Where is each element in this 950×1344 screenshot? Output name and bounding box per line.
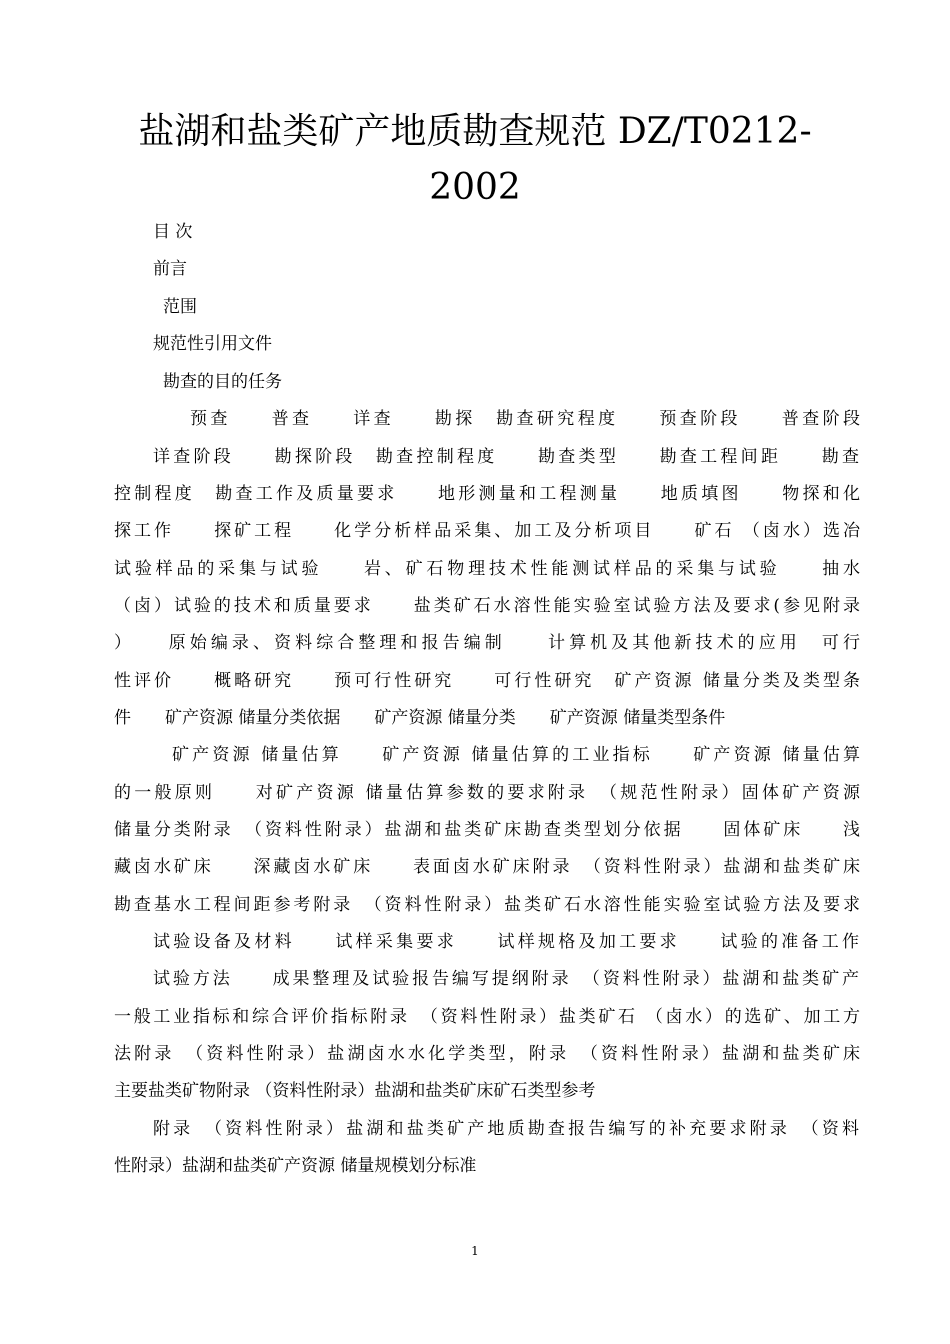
toc-line: 藏卤水矿床 深藏卤水矿床 表面卤水矿床附录 （资料性附录）盐湖和盐类矿床 [114, 857, 860, 877]
toc-heading: 目 次 [153, 222, 193, 242]
toc-line: 预查 普查 详查 勘探 勘查研究程度 预查阶段 普查阶段 [190, 409, 860, 429]
toc-line: 勘查基水工程间距参考附录 （资料性附录）盐类矿石水溶性能实验室试验方法及要求 [114, 895, 860, 915]
toc-line: 试验方法 成果整理及试验报告编写提纲附录 （资料性附录）盐湖和盐类矿产 [153, 969, 859, 989]
toc-line: ） 原始编录、资料综合整理和报告编制 计算机及其他新技术的应用 可行 [114, 633, 860, 653]
toc-line: 试验设备及材料 试样采集要求 试样规格及加工要求 试验的准备工作 [153, 932, 859, 952]
toc-line: 探工作 探矿工程 化学分析样品采集、加工及分析项目 矿石 （卤水）选冶 [114, 521, 860, 541]
toc-line: 性附录）盐湖和盐类矿产资源 储量规模划分标准 [114, 1156, 477, 1176]
toc-line: 储量分类附录 （资料性附录）盐湖和盐类矿床勘查类型划分依据 固体矿床 浅 [114, 820, 860, 840]
toc-line: 性评价 概略研究 预可行性研究 可行性研究 矿产资源 储量分类及类型条 [114, 671, 860, 691]
toc-line: 勘查的目的任务 [163, 372, 282, 392]
toc-line: 一般工业指标和综合评价指标附录 （资料性附录）盐类矿石 （卤水）的选矿、加工方 [114, 1007, 860, 1027]
toc-line: 控制程度 勘查工作及质量要求 地形测量和工程测量 地质填图 物探和化 [114, 484, 860, 504]
toc-line: 前言 [153, 259, 187, 279]
toc-line: 范围 [163, 297, 197, 317]
title-line-1: 盐湖和盐类矿产地质勘查规范 DZ/T0212- [138, 111, 812, 152]
page-number: 1 [471, 1244, 479, 1258]
toc-line: 法附录 （资料性附录）盐湖卤水水化学类型，附录 （资料性附录）盐湖和盐类矿床 [114, 1044, 860, 1064]
toc-line: 附录 （资料性附录）盐湖和盐类矿产地质勘查报告编写的补充要求附录 （资料 [153, 1119, 859, 1139]
toc-line: 试验样品的采集与试验 岩、矿石物理技术性能测试样品的采集与试验 抽水 [114, 559, 860, 579]
toc-line: 主要盐类矿物附录 （资料性附录）盐湖和盐类矿床矿石类型参考 [114, 1081, 596, 1101]
toc-line: 规范性引用文件 [153, 334, 272, 354]
document-title [100, 104, 850, 216]
toc-line: （卤）试验的技术和质量要求 盐类矿石水溶性能实验室试验方法及要求(参见附录 [114, 596, 860, 616]
toc-line: 的一般原则 对矿产资源 储量估算参数的要求附录 （规范性附录）固体矿产资源 [114, 783, 860, 803]
title-line-2: 2002 [429, 167, 521, 208]
toc-line: 件 矿产资源 储量分类依据 矿产资源 储量分类 矿产资源 储量类型条件 [114, 708, 726, 728]
toc-line: 矿产资源 储量估算 矿产资源 储量估算的工业指标 矿产资源 储量估算 [172, 745, 860, 765]
toc-line: 详查阶段 勘探阶段 勘查控制程度 勘查类型 勘查工程间距 勘查 [153, 447, 859, 467]
